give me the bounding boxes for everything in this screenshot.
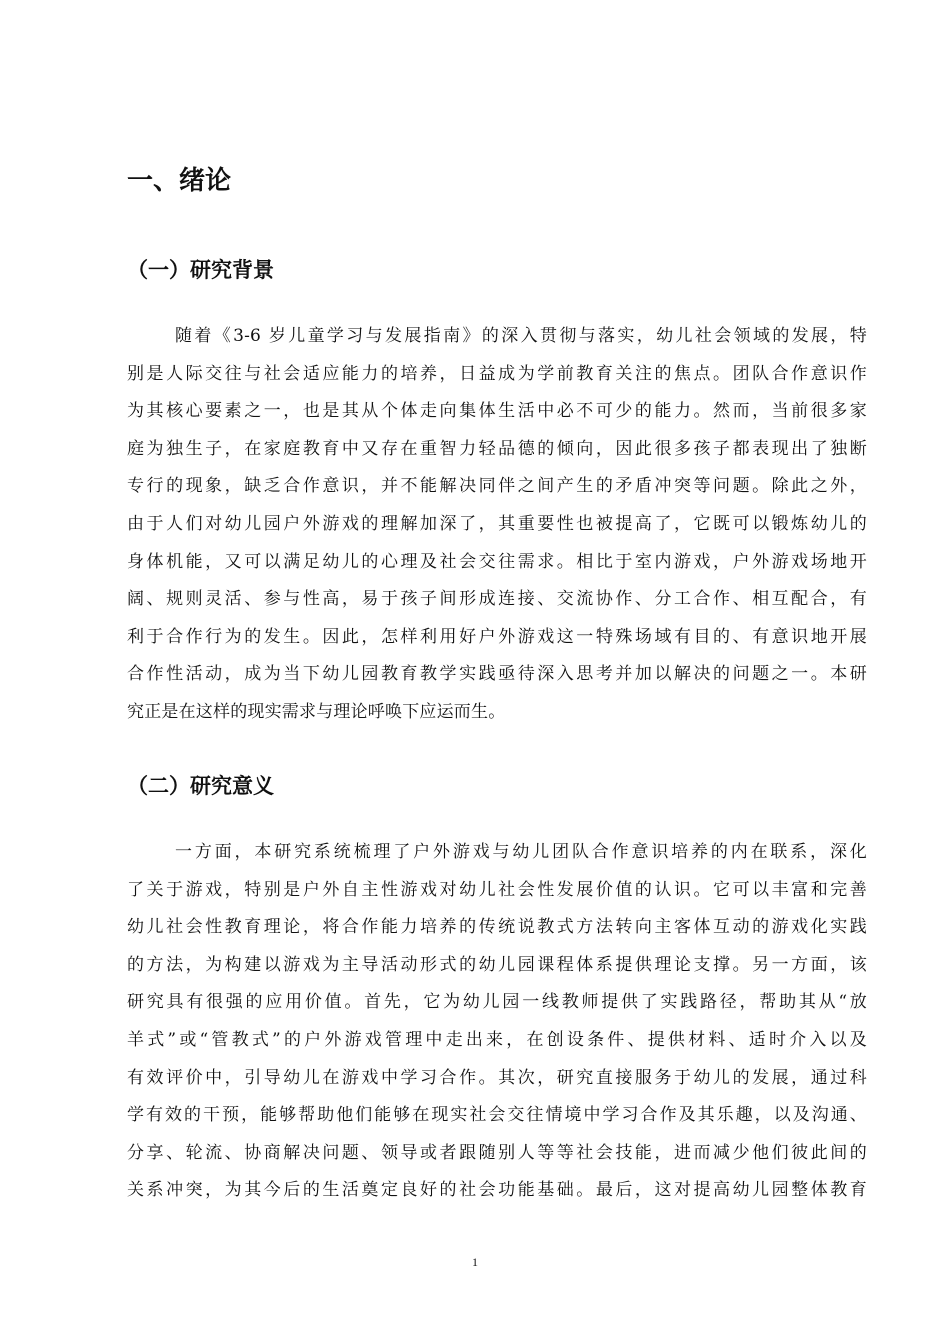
paragraph-line: 有效评价中，引导幼儿在游戏中学习合作。其次，研究直接服务于幼儿的发展，通过科 <box>127 1067 867 1088</box>
paragraph-line: 一方面，本研究系统梳理了户外游戏与幼儿团队合作意识培养的内在联系，深化 <box>175 842 867 862</box>
paragraph-line: 庭为独生子，在家庭教育中又存在重智力轻品德的倾向，因此很多孩子都表现出了独断 <box>127 438 867 459</box>
paragraph-line: 合作性活动，成为当下幼儿园教育教学实践亟待深入思考并加以解决的问题之一。本研 <box>127 664 867 685</box>
paragraph-line: 利于合作行为的发生。因此，怎样利用好户外游戏这一特殊场域有目的、有意识地开展 <box>127 626 867 647</box>
paragraph-line: 学有效的干预，能够帮助他们能够在现实社会交往情境中学习合作及其乐趣，以及沟通、 <box>127 1105 867 1126</box>
paragraph-line: 幼儿社会性教育理论，将合作能力培养的传统说教式方法转向主客体互动的游戏化实践 <box>127 917 867 938</box>
section-heading-background: （一）研究背景 <box>127 258 274 282</box>
paragraph-line: 为其核心要素之一，也是其从个体走向集体生活中必不可少的能力。然而，当前很多家 <box>127 401 867 422</box>
paragraph-line: 关系冲突，为其今后的生活奠定良好的社会功能基础。最后，这对提高幼儿园整体教育 <box>127 1180 867 1201</box>
paragraph-research-background <box>127 318 867 732</box>
chapter-heading: 一、绪论 <box>127 166 232 196</box>
paragraph-line: 的方法，为构建以游戏为主导活动形式的幼儿园课程体系提供理论支撑。另一方面，该 <box>127 954 867 975</box>
paragraph-line: 随着《3-6 岁儿童学习与发展指南》的深入贯彻与落实，幼儿社会领域的发展，特 <box>175 326 867 346</box>
paragraph-line: 阔、规则灵活、参与性高，易于孩子间形成连接、交流协作、分工合作、相互配合，有 <box>127 589 867 610</box>
page-number: 1 <box>472 1255 478 1269</box>
paragraph-line: 专行的现象，缺乏合作意识，并不能解决同伴之间产生的矛盾冲突等问题。除此之外， <box>127 476 867 497</box>
paragraph-line: 由于人们对幼儿园户外游戏的理解加深了，其重要性也被提高了，它既可以锻炼幼儿的 <box>127 513 867 534</box>
paragraph-line: 究正是在这样的现实需求与理论呼唤下应运而生。 <box>127 701 506 722</box>
paragraph-line: 了关于游戏，特别是户外自主性游戏对幼儿社会性发展价值的认识。它可以丰富和完善 <box>127 879 867 900</box>
paragraph-research-significance <box>127 834 867 1210</box>
paragraph-line: 分享、轮流、协商解决问题、领导或者跟随别人等等社会技能，进而减少他们彼此间的 <box>127 1142 867 1163</box>
paragraph-line: 羊式”或“管教式”的户外游戏管理中走出来，在创设条件、提供材料、适时介入以及 <box>127 1029 867 1050</box>
section-heading-significance: （二）研究意义 <box>127 774 274 798</box>
paragraph-line: 研究具有很强的应用价值。首先，它为幼儿园一线教师提供了实践路径，帮助其从“放 <box>127 992 867 1013</box>
paragraph-line: 别是人际交往与社会适应能力的培养，日益成为学前教育关注的焦点。团队合作意识作 <box>127 363 867 384</box>
paragraph-line: 身体机能，又可以满足幼儿的心理及社会交往需求。相比于室内游戏，户外游戏场地开 <box>127 551 867 572</box>
